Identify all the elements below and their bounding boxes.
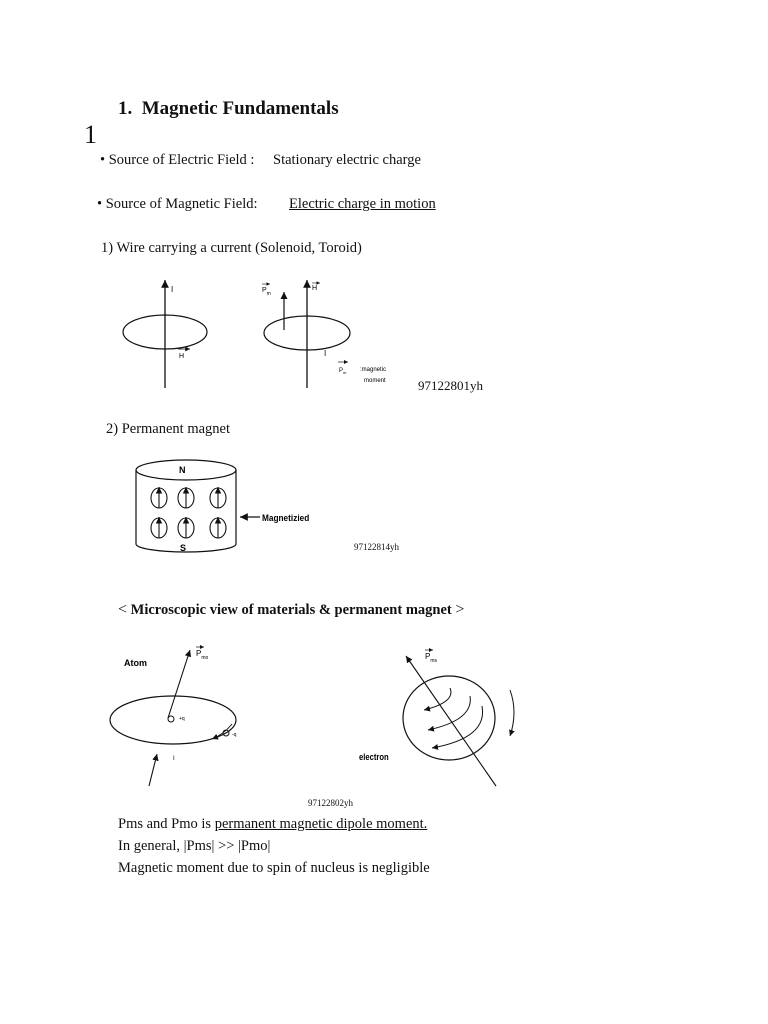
- pmo-arrow: [168, 650, 190, 718]
- figure2-caption: 97122814yh: [354, 542, 399, 552]
- north-label: N: [179, 465, 186, 475]
- spin-arc: [428, 696, 470, 730]
- note-line-3: Magnetic moment due to spin of nucleus is negligible: [118, 860, 430, 876]
- left-current-label: I: [171, 285, 174, 294]
- right-current-label: I: [324, 349, 327, 358]
- atom-label: Atom: [124, 658, 147, 668]
- note-line-1: [118, 816, 427, 833]
- left-h-label: H: [179, 353, 185, 360]
- electron-label: electron: [359, 751, 389, 763]
- bullet-electric-value: Stationary electric charge: [273, 152, 421, 168]
- note-line-1-underlined: permanent magnetic dipole moment.: [214, 816, 428, 832]
- bullet-label: Source of Electric Field :: [108, 152, 255, 168]
- micro-open-bracket: <: [118, 601, 128, 618]
- bullet-magnetic-value: Electric charge in motion: [289, 196, 436, 212]
- bullet-label: Source of Magnetic Field:: [105, 196, 258, 212]
- right-h-label: H: [312, 285, 318, 292]
- note-line-2: In general, |Pms| >> |Pmo|: [118, 838, 271, 854]
- pm-label: $P_m$: [262, 287, 271, 297]
- page-marker: 1: [84, 120, 97, 149]
- atom-current-label: I: [173, 756, 175, 762]
- spin-direction-arrow: [510, 690, 514, 736]
- figure1-caption: 97122801yh: [418, 378, 483, 393]
- spin-arc: [424, 688, 451, 710]
- note-line-1-text: Pms and Pmo is: [118, 816, 215, 832]
- legend-symbol: $P_m$: [339, 368, 347, 375]
- micro-title-text: Microscopic view of materials & permanent magnet: [130, 602, 452, 618]
- heading-title: Magnetic Fundamentals: [141, 98, 339, 119]
- section-heading: 1. Magnetic Fundamentals: [118, 98, 339, 119]
- heading-number: 1: [118, 98, 128, 119]
- legend-text1: :magnetic: [360, 367, 387, 373]
- micro-close-bracket: >: [455, 601, 465, 618]
- pmo-label: $P_{mo}$: [196, 649, 209, 661]
- minus-q-label: -q: [232, 732, 237, 738]
- atom-current-arrow: [149, 754, 157, 786]
- pms-label: $P_{ms}$: [425, 652, 438, 664]
- south-label: S: [180, 543, 187, 553]
- section1-label: 1) Wire carrying a current (Solenoid, Toroid): [101, 240, 362, 256]
- plus-q-label: +q: [179, 716, 185, 722]
- bullet-icon: •: [100, 152, 106, 168]
- section2-label: 2) Permanent magnet: [106, 421, 231, 437]
- magnetized-label: Magnetizied: [262, 512, 310, 524]
- legend-text2: moment: [364, 378, 386, 384]
- figure3-caption: 97122802yh: [308, 798, 353, 808]
- nucleus: [168, 716, 174, 722]
- bullet-icon: •: [97, 196, 103, 212]
